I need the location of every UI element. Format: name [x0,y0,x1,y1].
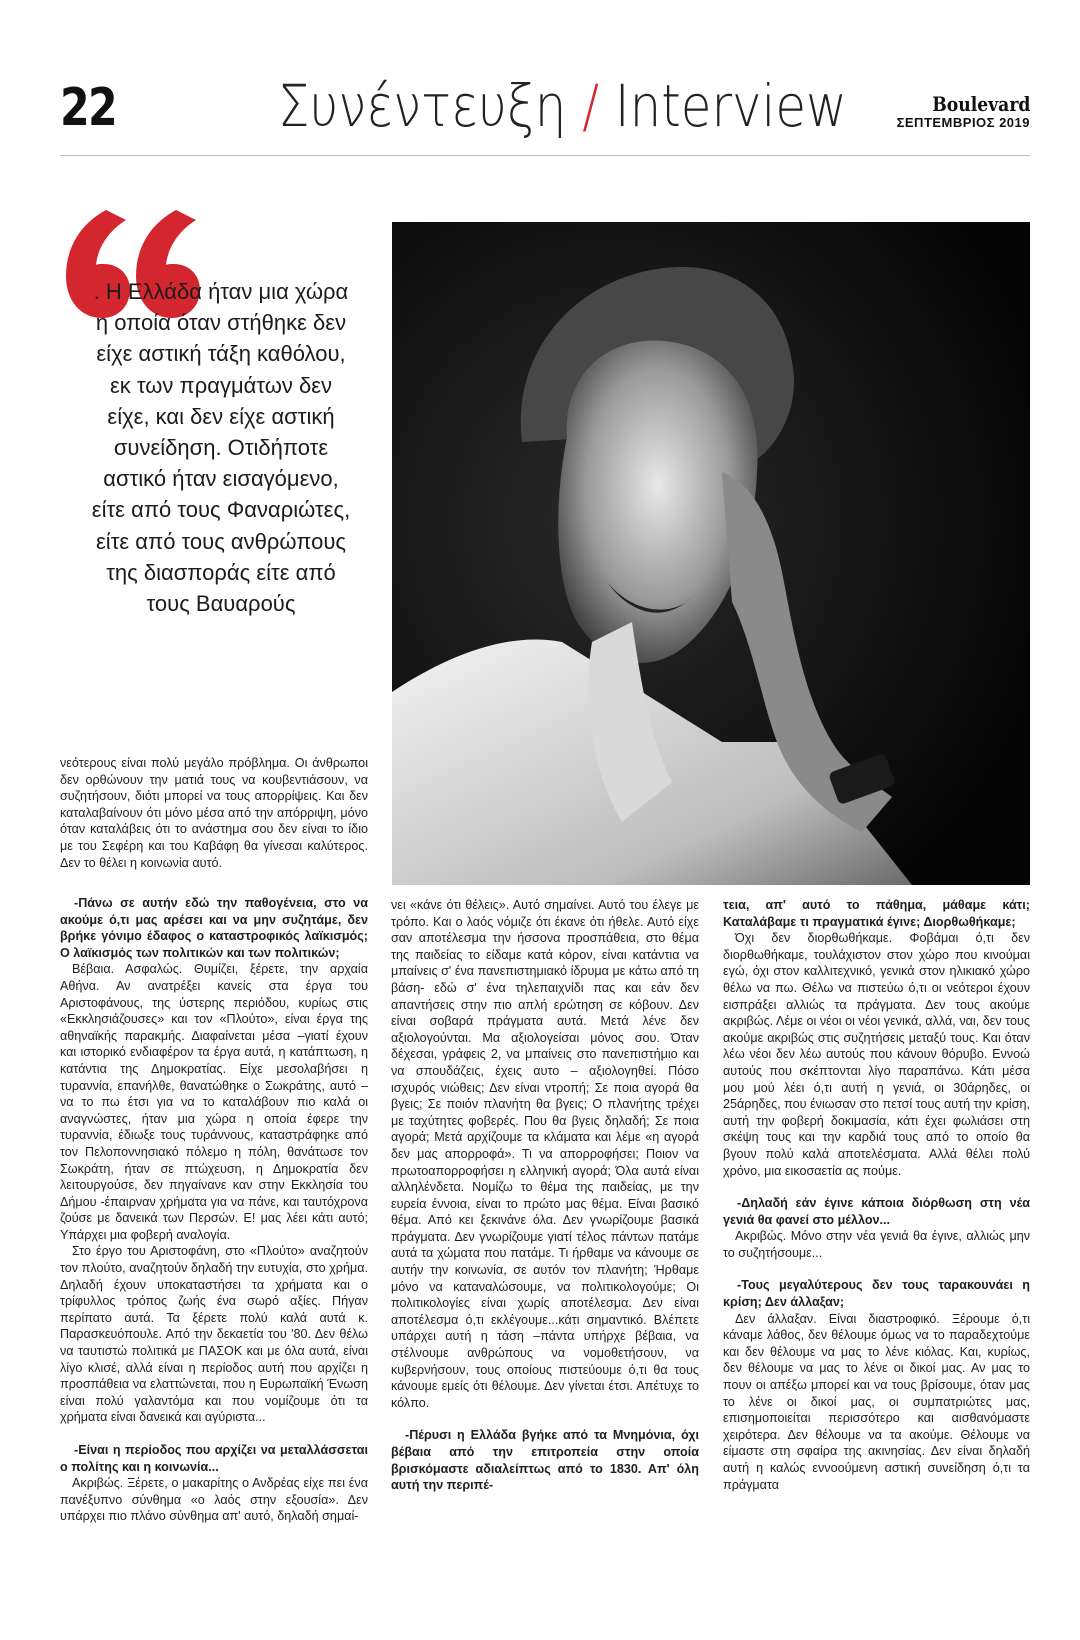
article-column-2 [391,897,699,1494]
interview-question: -Τους μεγαλύτερους δεν τους ταρακουνάει η κρίση; Δεν άλλαξαν; [723,1278,1030,1310]
interview-answer: Ακριβώς. Ξέρετε, ο μακαρίτης ο Ανδρέας είχε πει ένα πανέξυπνο σύνθημα «ο λαός στην εξουσία». Δεν υπάρχει πιο πλάνο σύνθημα απ' αυτό, δηλαδή σημαί- [60,1476,368,1524]
article-column-1 [60,895,368,1525]
article-column-3 [723,897,1030,1493]
interview-question: -Δηλαδή εάν έγινε κάποια διόρθωση στη νέα γενιά θα φανεί στο μέλλον... [723,1196,1030,1227]
interview-question: -Πάνω σε αυτήν εδώ την παθογένεια, στο να ακούμε ό,τι μας αρέσει και να μην συζητάμε, δεν βρήκε γόνιμο έδαφος ο καταστροφικός λαϊκισμός; Ο λαϊκισμός των πολιτικών και των πολιτικών; [60,896,368,960]
brand-logo: Boulevard [931,92,1030,116]
issue-date: ΣΕΠΤΕΜΒΡΙΟΣ 2019 [896,115,1030,130]
article-paragraph: νεότερους είναι πολύ μεγάλο πρόβλημα. Οι άνθρωποι δεν ορθώνουν την ματιά τους να κουβεντιάσουν, να συζητήσουν, διότι μπορεί να τους απορρίψεις. Και δεν καταλαβαίνουν ότι μόνο μέσα από την απόρριψη, μόνο όταν καταλάβεις ότι το ανάστημα σου δεν είναι το ίδιο με του Σεφέρη και του Καβάφη θα γίνεσαι καλύτερος. Δεν το θέλει η κοινωνία αυτό. [60,756,368,870]
interview-question: -Είναι η περίοδος που αρχίζει να μεταλλάσσεται ο πολίτης και η κοινωνία... [60,1443,368,1474]
interview-answer: νει «κάνε ότι θέλεις». Αυτό σημαίνει. Αυτό του έλεγε με τρόπο. Και ο λαός νόμιζε ότι έκανε ότι ήθελε. Αυτό είχε σαν αποτέλεσμα την ήσσονα προσπάθεια, στο θέμα της παιδείας το είδαμε κατά κόρον, είναι κατάντια να μπαίνεις σ' ένα πανεπιστημιακό ίδρυμα με κάτω από τη βάση- εδώ σ' ένα τηλεπαιχνίδι πας και εάν δεν απαντήσεις στην πιο απλή ερώτηση σε κόβουν. Δεν είναι σοβαρά πράγματα αυτά. Μετά λένε δεν αξιολογούνται. Μα αξιολογείσαι μόνος σου. Όταν δέχεσαι, γράφεις 2, να μπαίνεις στο πανεπιστήμιο και να σπουδάζεις, έχεις αυτο – αξιολογηθεί. Πόσο ισχυρός νιώθεις; Δεν είναι ντροπή; Σε ποια αγορά θα βγεις; Σε ποιόν πλανήτη θα βγεις; Ο πλανήτης τρέχει με ταχύτητες φοβερές. Που θα βγεις δηλαδή; Σε ποια αγορά; Μετά αρχίζουμε τα κλάματα και λέμε «η αγορά δεν μας απορροφά». Τι να απορροφήσει; Ποιον να πρωτοαπορροφήσει η ελληνική αγορά; Όλα αυτά είναι αλληλένδετα. Νομίζω το θέμα της παιδείας, με την ευρεία έννοια, είναι το πρώτο μας θέμα. Είναι βασικό θέμα. Από κει ξεκινάνε όλα. Δεν γνωρίζουμε βασικά πράγματα. Δεν γνωρίζουμε γιατί τέλος πάντων πατάμε αυτά τα χώματα που πατάμε. Τι ήρθαμε να κάνουμε σε αυτήν την κοινωνία, σε αυτόν τον πλανήτη; Ήρθαμε μόνο να καταναλώσουμε, να πολιτικολογούμε; Οι πολιτικολογίες είναι χωρίς αποτέλεσμα. Δεν είναι αποτέλεσμα ό,τι εκλέγουμε...κάτι σημαντικό. Βλέπετε υπάρχει αυτή η τάση –πάντα υπήρχε βέβαια, να στέλνουμε ανθρώπους να νομοθετήσουν, να κυβερνήσουν, τους οποίους πιστεύουμε ό,τι θα τους κάνουμε εμείς ότι θέλουμε. Δεν γίνεται έτσι. Απέτυχε το κόλπο. [391,898,699,1410]
masthead [897,94,1030,131]
section-title-slash: / [582,72,600,140]
interview-answer: Δεν άλλαξαν. Είναι διαστροφικό. Ξέρουμε ό,τι κάναμε λάθος, δεν θέλουμε όμως να το παραδεχτούμε και δεν θέλουμε να μας το λένε κιόλας. Και, κυρίως, δεν θέλουμε να μας το λένε οι δικοί μας. Αν μας το πουν οι απέξω μπορεί και να τους βρίσουμε, όταν μας το λένε οι δικοί μας, οι συμπατριώτες μας, επισημοποιείται περισσότερο και αισθανόμαστε χειρότερα. Δεν θέλουμε να τα ακούμε. Θέλουμε να είμαστε στη σφαίρα της ακινησίας. Δεν είναι δηλαδή αυτή η καλώς εννοούμενη αστική συνείδηση ό,τι τα πράγματα [723,1311,1030,1492]
interview-question: -Πέρυσι η Ελλάδα βγήκε από τα Μνημόνια, όχι βέβαια από την επιτροπεία στην οποία βρισκόμαστε αδιαλείπτως από το 1830. Απ' όλη αυτή την περιπέ- [391,1428,699,1493]
interview-answer: Βέβαια. Ασφαλώς. Θυμίζει, ξέρετε, την αρχαία Αθήνα. Αν ανατρέξει κανείς στα έργα του Αριστοφάνους, της ύστερης περιόδου, κυρίως στις «Εκκλησιάζουσες» και τον «Πλούτο», είναι έργα της αθηναϊκής παρακμής. Διαφαίνεται μέσα –γιατί έχουν και ιστορικό ενδιαφέρον τα έργα αυτά, η κατάπτωση, η κατάντια της Δημοκρατίας. Είχε μεσολαβήσει η τυραννία, επανήλθε, θανατώθηκε ο Σωκράτης, αυτό –να το πω έτσι για να το καταλάβουν πιο καλά οι αναγνώστες, ήταν μια χώρα η οποία έφερε την τυραννία, έδιωξε τους τυράννους, καταστράφηκε από τον Πελοποννησιακό πόλεμο η πόλη, θανάτωσε τον Σωκράτη, ήταν σε πτώχευση, η Δημοκρατία δεν λειτουργούσε, δεν πηγαίνανε καν στην Εκκλησία του Δήμου -έπαιρναν χρήματα για να πάνε, και ταυτόχρονα ζούσε με δανεικά των Περσών. Ε! μας λέει κάτι αυτό; Υπάρχει μια φοβερή αναλογία. [60,962,368,1242]
page-number: 22 [60,78,117,138]
section-title-greek: Συνέντευξη [278,72,567,140]
interview-answer: Ακριβώς. Μόνο στην νέα γενιά θα έγινε, αλλιώς μην το συζητήσουμε... [723,1229,1030,1260]
interview-answer: Όχι δεν διορθωθήκαμε. Φοβάμαι ό,τι δεν διορθωθήκαμε, τουλάχιστον στον χώρο που κινούμαι εγώ, όχι στον καλλιτεχνικό, γενικά στον ηλικιακό χώρο θέλω να πω. Θέλω να πιστεύω ό,τι οι νεότεροι έχουν εισπράξει αλλιώς τα πράγματα. Δεν τους ακούμε ακριβώς. Λέμε οι νέοι οι νέοι γενικά, αλλά, ναι, δεν τους ακούμε ακριβώς στις συζητήσεις μεταξύ τους. Και όταν λέω νέοι δεν λέω αυτούς που κάνουν θόρυβο. Εννοώ αυτούς που σκέπτονται λίγο παραπάνω. Κάτι μέσα μου μού λέει ό,τι αυτή η γενιά, οι 30άρηδες, οι 25άρηδες, που ένιωσαν στο πετσί τους αυτή την κρίση, αυτή την φοβερή δοκιμασία, κάτι έχει φωλιάσει στη σκέψη τους και την καρδιά τους από το οποίο θα βγουν πολύ καλά αποτελέσματα. Αλλά θέλει πολύ χρόνο, μια εικοσαετία ας πούμε. [723,931,1030,1178]
pull-quote: . Η Ελλάδα ήταν μια χώρα η οποία όταν στήθηκε δεν είχε αστική τάξη καθόλου, εκ των πραγμάτων δεν είχε, και δεν είχε αστική συνείδηση. Οτιδήποτε αστικό ήταν εισαγόμενο, είτε από τους Φαναριώτες, είτε από τους ανθρώπους της διασποράς είτε από τους Βαυαρούς [91,279,351,617]
section-title-english: Interview [614,72,847,140]
article-column-1-top [60,755,368,871]
interview-answer: Στο έργο του Αριστοφάνη, στο «Πλούτο» αναζητούν τον πλούτο, αναζητούν δηλαδή την ευτυχία, στο χρήμα. Δηλαδή έχουν υποκαταστήσει τα χρήματα και ο τρίφυλλος τρόπος ζωής ένα σωρό αξίες. Πήγαν περίπατο αυτά. Τα ξέρετε πολύ καλά αυτά κ. Παρασκευόπουλε. Από την δεκαετία του '80. Δεν θέλω να ταυτιστώ πολιτικά με ΠΑΣΟΚ και με όλα αυτά, είναι λίγο κλισέ, αλλά είναι η περίοδος αυτή που αρχίζει η προσπάθεια να ελαττώνεται, που η Ευρωπαϊκή Ένωση είναι πολύ γαλαντόμα και που νομίζουμε ότι τα χρήματα είναι δανεικά και αγύριστα... [60,1244,368,1425]
portrait-photo [392,222,1030,885]
interview-question: τεια, απ' αυτό το πάθημα, μάθαμε κάτι; Καταλάβαμε τι πραγματικά έγινε; Διορθωθήκαμε; [723,898,1030,929]
section-title [278,70,847,142]
header-divider [60,155,1030,156]
